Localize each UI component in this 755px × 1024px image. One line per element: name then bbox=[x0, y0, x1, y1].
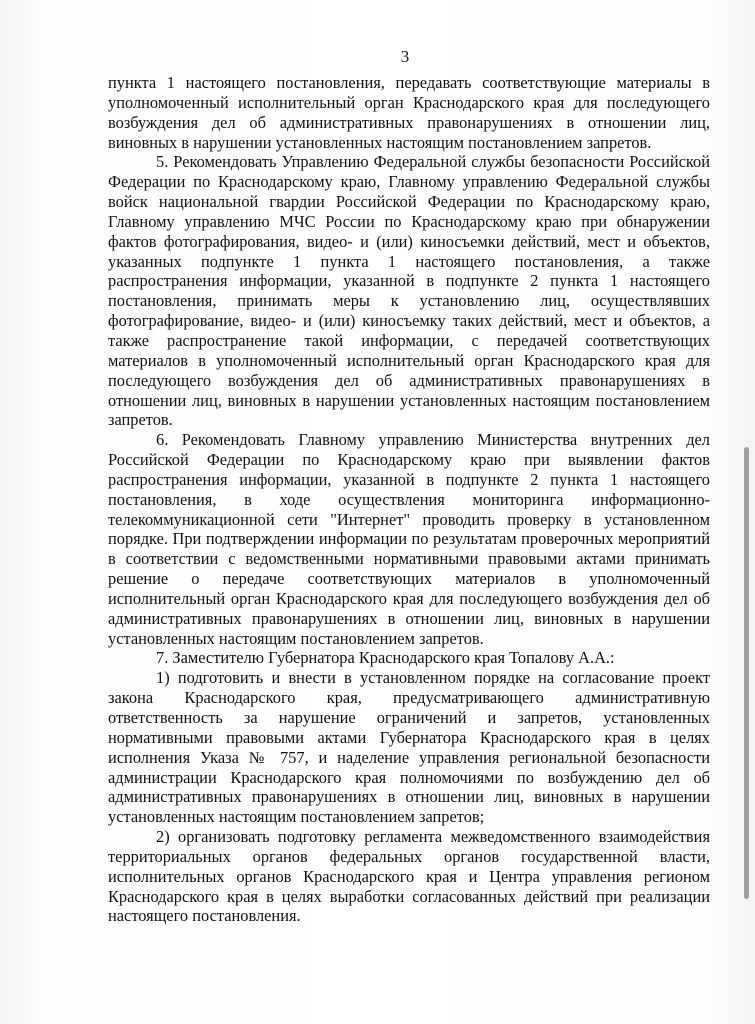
document-body bbox=[108, 73, 710, 926]
paragraph-item-7-1: 1) подготовить и внести в установленном порядке на согласование проект закона Краснодарского края, предусматривающего административную ответственность за нарушение ограничений и запретов, установленных нормативными правовыми актами Губернатора Краснодарского края в целях исполнения Указа № 757, и наделение управления региональной безопасности администрации Краснодарского края полномочиями по возбуждению дел об административных правонарушениях в отношении лиц, виновных в нарушении установленных настоящим постановлением запретов; bbox=[108, 668, 710, 827]
paragraph-item-6: 6. Рекомендовать Главному управлению Министерства внутренних дел Российской Федерации по Краснодарскому краю при выявлении фактов распространения информации, указанной в подпункте 2 пункта 1 настоящего постановления, в ходе осуществления мониторинга информационно-телекоммуникационной сети "Интернет" проводить проверку в установленном порядке. При подтверждении информации по результатам проверочных мероприятий в соответствии с ведомственными нормативными правовыми актами принимать решение о передаче соответствующих материалов в уполномоченный исполнительный орган Краснодарского края для последующего возбуждения дел об административных правонарушениях в отношении лиц, виновных в нарушении установленных настоящим постановлением запретов. bbox=[108, 430, 710, 648]
paragraph-item-7-2: 2) организовать подготовку регламента межведомственного взаимодействия территориальных органов федеральных органов государственной власти, исполнительных органов Краснодарского края и Центра управления регионом Краснодарского края в целях выработки согласованных действий при реализации настоящего постановления. bbox=[108, 827, 710, 926]
vertical-scrollbar[interactable] bbox=[744, 447, 749, 899]
page-number: 3 bbox=[400, 47, 410, 66]
paragraph-continuation: пункта 1 настоящего постановления, передавать соответствующие материалы в уполномоченный исполнительный орган Краснодарского края для последующего возбуждения дел об административных правонарушениях в отношении лиц, виновных в нарушении установленных настоящим постановлением запретов. bbox=[108, 73, 710, 152]
paragraph-item-7: 7. Заместителю Губернатора Краснодарского края Топалову А.А.: bbox=[156, 648, 615, 668]
paragraph-item-5: 5. Рекомендовать Управлению Федеральной службы безопасности Российской Федерации по Краснодарскому краю, Главному управлению Федеральной службы войск национальной гвардии Российской Федерации по Краснодарскому краю, Главному управлению МЧС России по Краснодарскому краю при обнаружении фактов фотографирования, видео- и (или) киносъемки действий, мест и объектов, указанных подпункте 1 пункта 1 настоящего постановления, а также распространения информации, указанной в подпункте 2 пункта 1 настоящего постановления, принимать меры к установлению лиц, осуществлявших фотографирование, видео- и (или) киносъемку таких действий, мест и объектов, а также распространение такой информации, с передачей соответствующих материалов в уполномоченный исполнительный орган Краснодарского края для последующего возбуждения дел об административных правонарушениях в отношении лиц, виновных в нарушении установленных настоящим постановлением запретов. bbox=[108, 152, 710, 430]
